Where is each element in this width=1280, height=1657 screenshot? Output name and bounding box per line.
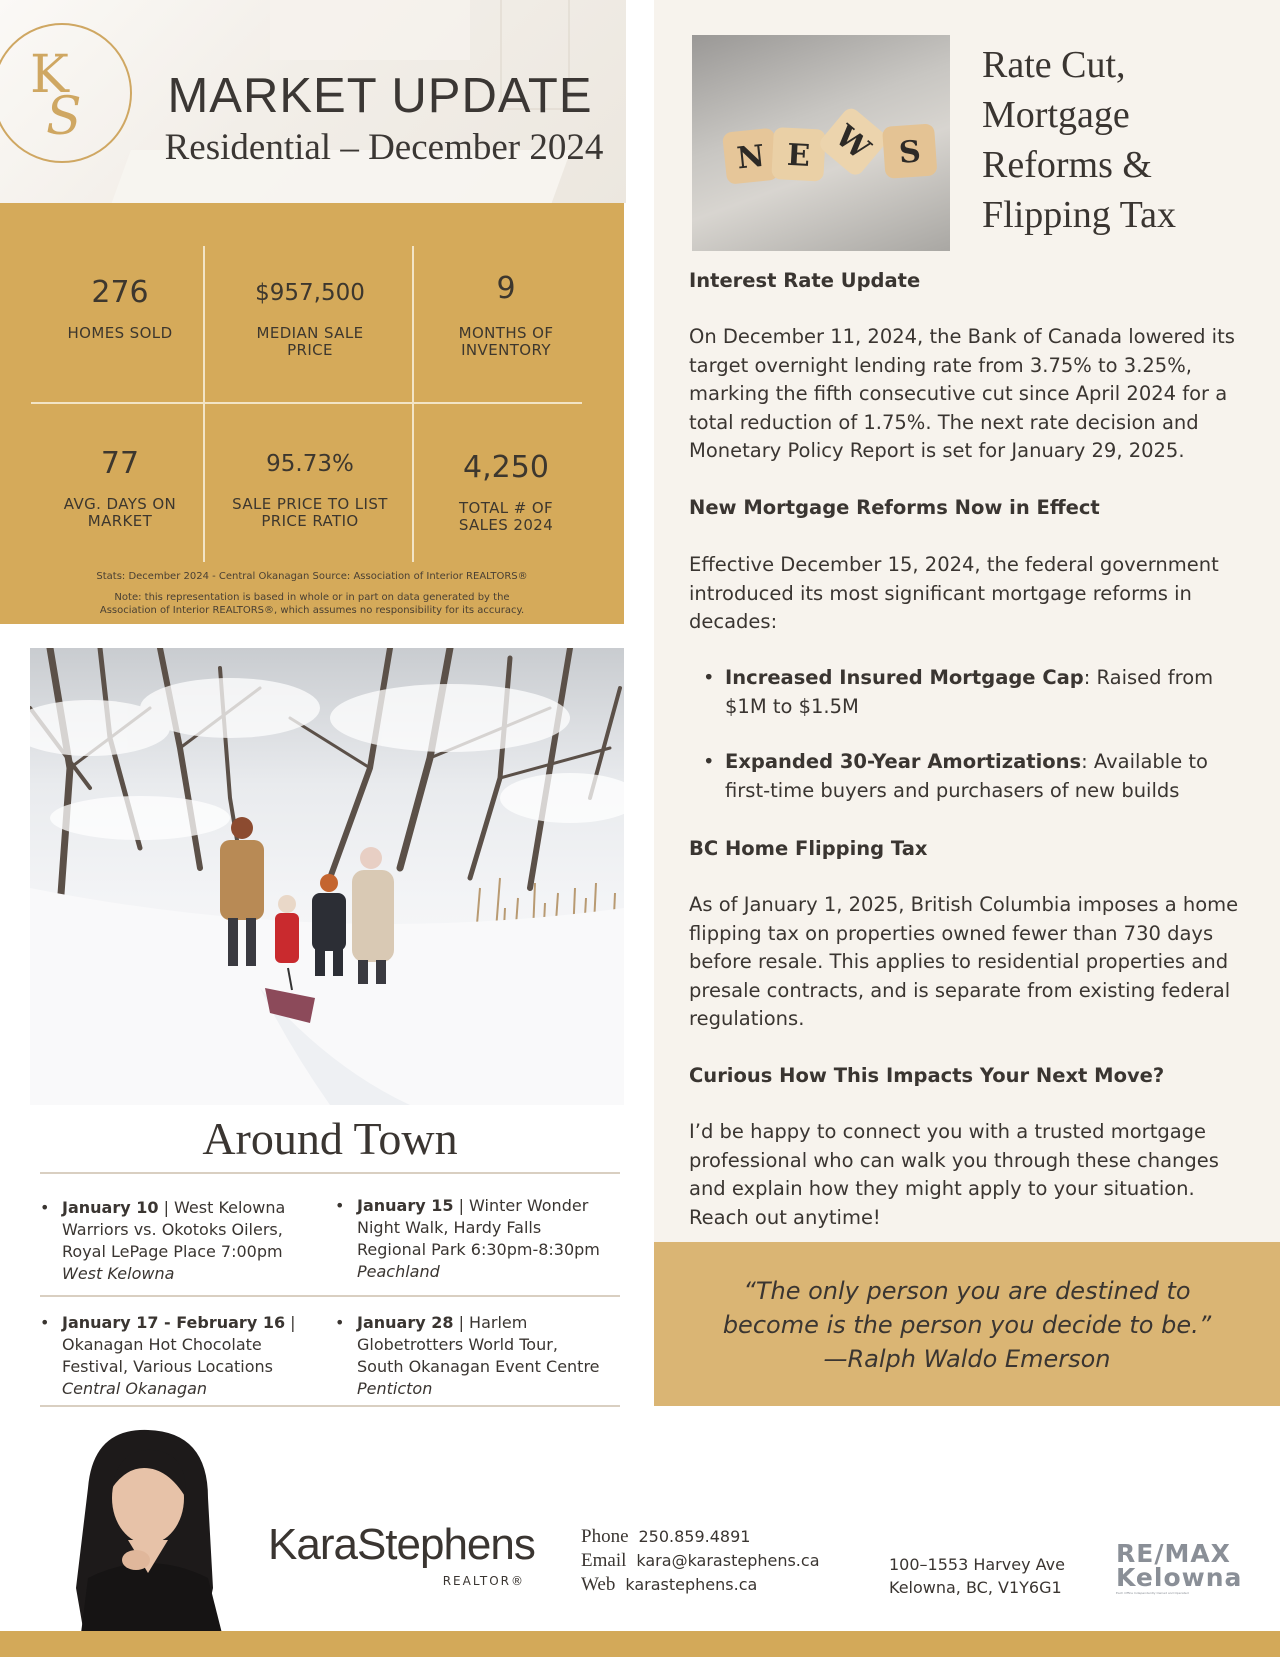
stat-label: MEDIAN SALE PRICE: [256, 324, 364, 359]
svg-text:N: N: [735, 138, 767, 177]
contact-label: Email: [581, 1550, 627, 1571]
event-item: [40, 1197, 310, 1285]
stat-label: TOTAL # OF SALES 2024: [458, 499, 554, 534]
section-heading: BC Home Flipping Tax: [689, 837, 928, 860]
stat-sale-list-ratio: [210, 446, 410, 530]
market-stats-panel: [0, 203, 624, 624]
agent-portrait-illustration: [48, 1428, 248, 1657]
divider: [412, 246, 414, 562]
section-heading: Interest Rate Update: [689, 269, 921, 292]
list-item: • Increased Insured Mortgage Cap: Raised from $1M to $1.5M: [689, 664, 1254, 721]
svg-text:W: W: [828, 118, 877, 168]
brand-subtitle: REALTOR®: [442, 1574, 525, 1588]
brand-name: KaraStephens: [268, 1520, 535, 1569]
svg-text:S: S: [897, 134, 922, 171]
news-title: Rate Cut, Mortgage Reforms & Flipping Tax: [982, 44, 1177, 236]
svg-text:E: E: [786, 137, 811, 174]
stat-label: HOMES SOLD: [67, 324, 173, 342]
contact-label: Web: [581, 1574, 616, 1595]
event-date: January 28: [357, 1313, 454, 1332]
divider: [40, 1405, 620, 1407]
page-subtitle: Residential – December 2024: [164, 127, 604, 168]
event-item: [335, 1195, 605, 1283]
news-dice-illustration: [692, 35, 950, 251]
stat-avg-days: [20, 446, 220, 530]
address: 100–1553 Harvey Ave Kelowna, BC, V1Y6G1: [889, 1555, 1065, 1597]
remax-logo: RE/MAX Kelowna: [1116, 1539, 1243, 1592]
stat-median-price: [210, 275, 410, 359]
event-location: Peachland: [357, 1262, 440, 1281]
event-description: | Winter Wonder Night Walk, Hardy Falls Regional Park 6:30pm-8:30pm: [357, 1196, 600, 1259]
section-body: I’d be happy to connect you with a trusted mortgage professional who can walk you through these changes and explain how they might apply to your situation. Reach out anytime!: [689, 1120, 1219, 1229]
section-body: On December 11, 2024, the Bank of Canada lowered its target overnight lending rate from 3.75% to 3.25%, marking the fifth consecutive cut since April 2024 for a total reduction of 1.75%. The next rate decision and Monetary Policy Report is set for January 29, 2025.: [689, 325, 1235, 462]
agent-portrait: [48, 1428, 248, 1657]
section-heading: New Mortgage Reforms Now in Effect: [689, 496, 1100, 519]
event-description: | Okanagan Hot Chocolate Festival, Various Locations: [62, 1313, 296, 1376]
page-title: MARKET UPDATE: [167, 69, 593, 123]
section-body: Effective December 15, 2024, the federal government introduced its most significant mortgage reforms in decades:: [689, 553, 1219, 633]
around-town-title: Around Town: [202, 1113, 458, 1164]
reform-list: [689, 664, 1254, 721]
divider: [40, 1295, 620, 1297]
event-date: January 17 - February 16: [62, 1313, 286, 1332]
winter-family-photo: [30, 648, 624, 1105]
stat-value: 4,250: [463, 450, 549, 485]
stats-note: Association of Interior REALTORS®, which assumes no responsibility for its accuracy.: [99, 605, 525, 616]
event-location: Penticton: [357, 1379, 433, 1398]
event-date: January 10: [62, 1198, 159, 1217]
divider: [203, 246, 205, 562]
footer-bar: [0, 1631, 1280, 1657]
event-description: | Harlem Globetrotters World Tour, South Okanagan Event Centre: [357, 1313, 600, 1376]
quote-box: [654, 1242, 1280, 1406]
event-date: January 15: [357, 1196, 454, 1215]
header-background-decor: [270, 0, 470, 60]
stat-value: $957,500: [255, 280, 365, 306]
header-banner: [0, 0, 626, 203]
reform-list: [689, 748, 1254, 805]
stat-label: AVG. DAYS ON MARKET: [63, 495, 177, 530]
event-description: | West Kelowna Warriors vs. Okotoks Oilers, Royal LePage Place 7:00pm: [62, 1198, 286, 1261]
event-location: Central Okanagan: [62, 1379, 208, 1398]
stats-note: Note: this representation is based in whole or in part on data generated by the: [114, 592, 510, 603]
stat-value: 95.73%: [266, 451, 354, 477]
contact-label: Phone: [581, 1526, 629, 1547]
section-body: As of January 1, 2025, British Columbia imposes a home flipping tax on properties owned fewer than 730 days before resale. This applies to residential properties and presale contracts, and is separate from existing federal regulations.: [689, 893, 1239, 1030]
ks-logo: K S: [0, 23, 132, 163]
event-location: West Kelowna: [62, 1264, 175, 1283]
stat-total-sales: [406, 450, 606, 534]
divider: [31, 402, 582, 404]
stat-label: MONTHS OF INVENTORY: [458, 324, 554, 359]
contact-web: [581, 1574, 757, 1596]
email-link[interactable]: kara@karastephens.ca: [636, 1551, 820, 1570]
stat-value: 77: [100, 446, 140, 481]
contact-email: [581, 1550, 820, 1572]
web-link[interactable]: karastephens.ca: [625, 1575, 758, 1594]
event-item: [40, 1312, 310, 1400]
contact-phone: [581, 1526, 750, 1548]
news-dice-image: [692, 35, 950, 251]
stat-value: 276: [91, 275, 149, 310]
quote-text: become is the person you decide to be.”: [722, 1311, 1212, 1339]
stat-label: SALE PRICE TO LIST PRICE RATIO: [232, 495, 388, 530]
winter-scene-illustration: [30, 648, 624, 1105]
stat-months-inventory: [406, 271, 606, 359]
stat-value: 9: [496, 271, 516, 306]
remax-disclaimer: Each Office Independently Owned and Operated: [1116, 1591, 1189, 1595]
stat-homes-sold: [20, 275, 220, 342]
list-item: • Expanded 30-Year Amortizations: Available to first-time buyers and purchasers of new builds: [689, 748, 1254, 805]
divider: [40, 1172, 620, 1174]
phone-link[interactable]: 250.859.4891: [638, 1527, 751, 1546]
event-item: [335, 1312, 605, 1400]
quote-text: “The only person you are destined to: [743, 1277, 1191, 1305]
section-heading: Curious How This Impacts Your Next Move?: [689, 1064, 1165, 1087]
stats-source: Stats: December 2024 - Central Okanagan Source: Association of Interior REALTORS®: [96, 571, 528, 582]
quote-author: —Ralph Waldo Emerson: [823, 1345, 1111, 1373]
